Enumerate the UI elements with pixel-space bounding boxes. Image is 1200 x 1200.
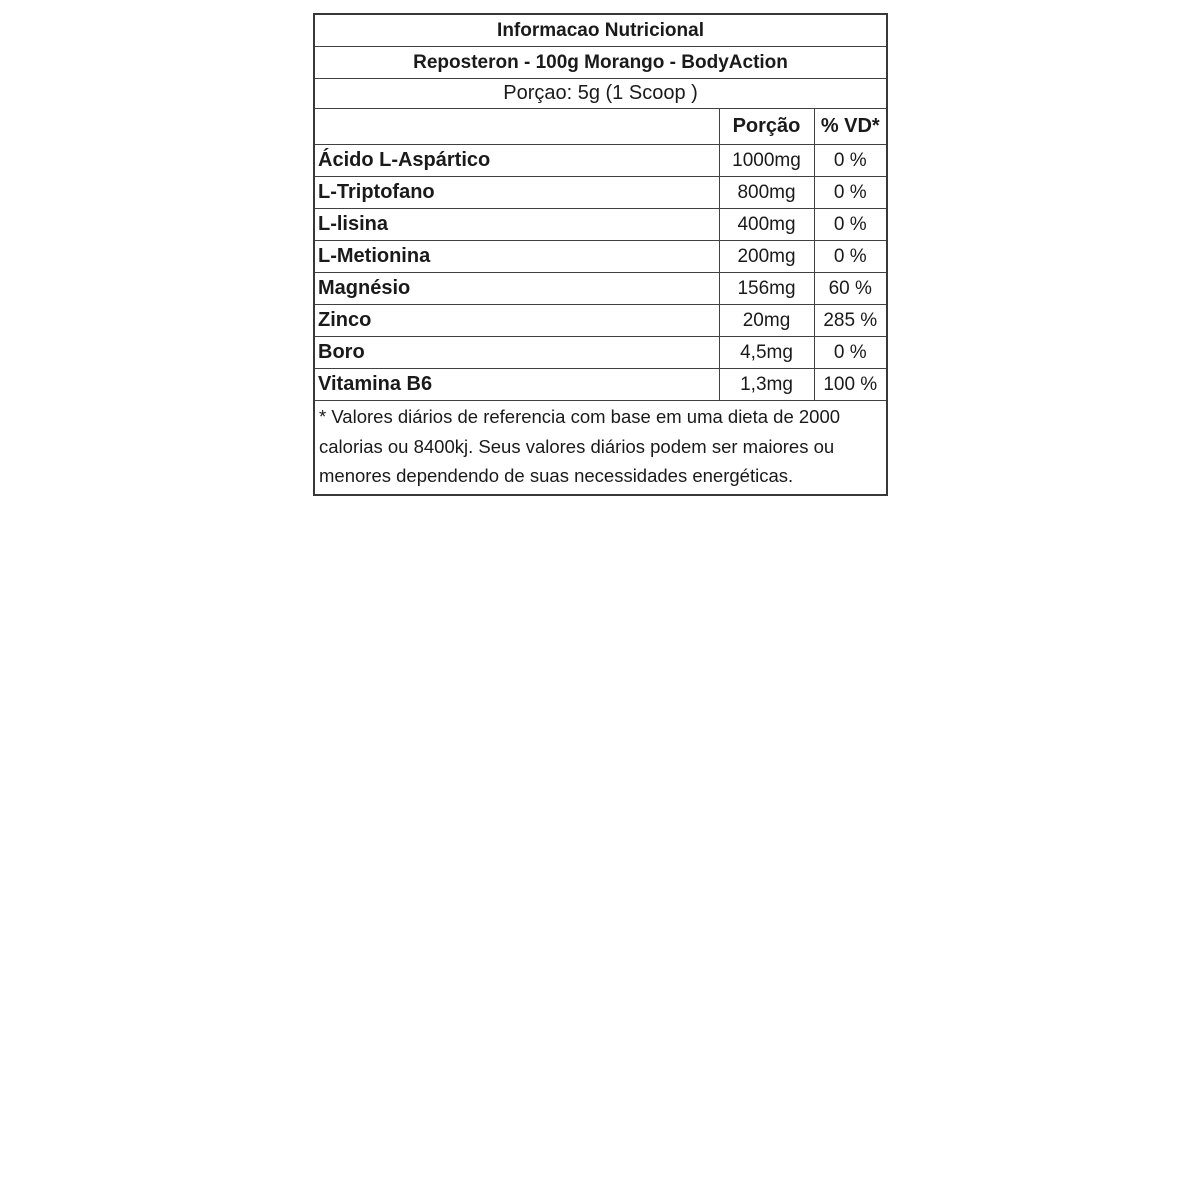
- table-row: [314, 369, 887, 401]
- footnote-line-1: * Valores diários de referencia com base em uma dieta de 2000: [319, 406, 841, 427]
- footnote-line-2: calorias ou 8400kj. Seus valores diários podem ser maiores ou: [319, 435, 835, 457]
- nutrient-label: Ácido L-Aspártico: [314, 145, 719, 177]
- nutrient-daily-value: 60 %: [814, 273, 887, 305]
- nutrient-portion: 1,3mg: [719, 369, 814, 401]
- footnote-row: [314, 401, 887, 496]
- header-daily-value: % VD*: [814, 109, 887, 145]
- nutrient-label: Zinco: [314, 305, 719, 337]
- footnote: [314, 401, 887, 496]
- table-row: [314, 209, 887, 241]
- table-row: [314, 337, 887, 369]
- nutrient-label: Boro: [314, 337, 719, 369]
- table-row: [314, 177, 887, 209]
- table-row: [314, 273, 887, 305]
- nutrient-portion: 1000mg: [719, 145, 814, 177]
- nutrient-label: L-Metionina: [314, 241, 719, 273]
- footnote-line-3: menores dependendo de suas necessidades energéticas.: [319, 465, 794, 486]
- table-row: [314, 145, 887, 177]
- product-name: Reposteron - 100g Morango - BodyAction: [314, 47, 887, 79]
- table-row: [314, 305, 887, 337]
- nutrient-portion: 156mg: [719, 273, 814, 305]
- nutrient-daily-value: 100 %: [814, 369, 887, 401]
- nutrient-portion: 4,5mg: [719, 337, 814, 369]
- serving-size: Porçao: 5g (1 Scoop ): [314, 79, 887, 109]
- nutrient-daily-value: 0 %: [814, 177, 887, 209]
- table-title-row: [314, 14, 887, 47]
- column-header-row: [314, 109, 887, 145]
- nutrient-portion: 200mg: [719, 241, 814, 273]
- nutrient-label: Vitamina B6: [314, 369, 719, 401]
- nutrient-daily-value: 0 %: [814, 145, 887, 177]
- table-title: Informacao Nutricional: [314, 14, 887, 47]
- nutrient-daily-value: 0 %: [814, 337, 887, 369]
- serving-row: [314, 79, 887, 109]
- nutrient-portion: 400mg: [719, 209, 814, 241]
- product-row: [314, 47, 887, 79]
- nutrient-daily-value: 285 %: [814, 305, 887, 337]
- nutrient-label: L-lisina: [314, 209, 719, 241]
- nutrient-daily-value: 0 %: [814, 241, 887, 273]
- header-portion: Porção: [719, 109, 814, 145]
- nutrient-portion: 20mg: [719, 305, 814, 337]
- table-row: [314, 241, 887, 273]
- nutrient-daily-value: 0 %: [814, 209, 887, 241]
- nutrient-label: Magnésio: [314, 273, 719, 305]
- nutrient-label: L-Triptofano: [314, 177, 719, 209]
- nutrition-table: [313, 13, 888, 496]
- nutrient-portion: 800mg: [719, 177, 814, 209]
- header-empty-cell: [314, 109, 719, 145]
